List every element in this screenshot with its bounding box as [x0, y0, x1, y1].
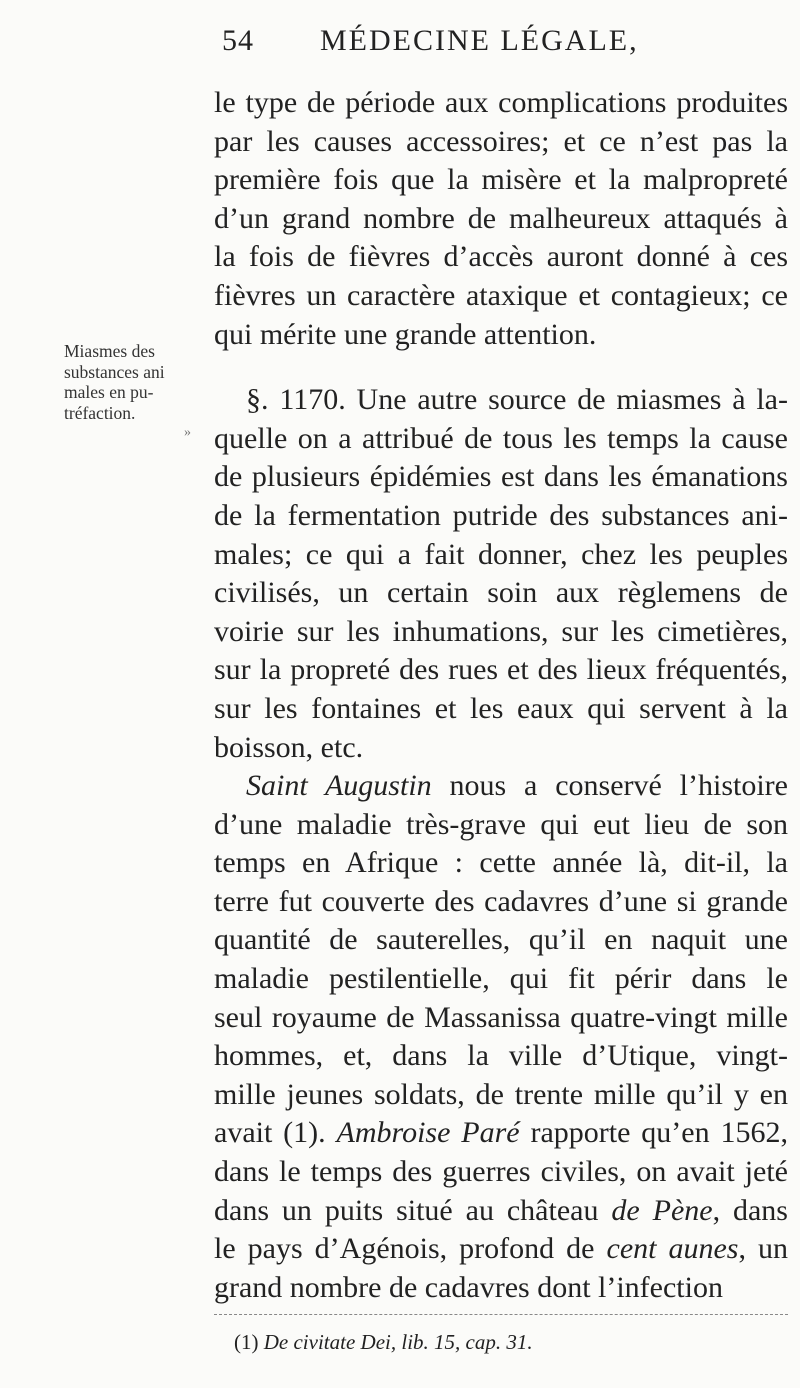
text-line: Saint Augustin nous a conservé l’histoire	[246, 769, 788, 803]
text-line: fièvres un caractère ataxique et contagieux; ce	[214, 278, 788, 312]
text-line: terre fut couverte des cadavres d’une si grande	[214, 884, 788, 918]
italic-name: cent aunes	[606, 1232, 739, 1266]
text-line: sur les fontaines et les eaux qui servent à la	[214, 691, 788, 725]
body-text	[214, 84, 788, 1307]
text-line: dans le temps des guerres civiles, on avait jeté	[214, 1155, 788, 1189]
text-line: quantité de sauterelles, qu’il en naquit une	[214, 923, 788, 957]
text-line: de la fermentation putride des substances ani-	[214, 498, 788, 532]
margin-note-line: males en pu-	[64, 382, 154, 402]
text-line: le pays d’Agénois, profond de cent aunes, un	[214, 1232, 788, 1266]
text-line: civilisés, un certain soin aux règlemens de	[214, 576, 788, 610]
italic-name: de Pène	[611, 1193, 713, 1227]
footnote-marker: (1)	[234, 1330, 259, 1354]
text-line: temps en Afrique : cette année là, dit-il, la	[214, 846, 788, 880]
page-number: 54	[222, 24, 254, 57]
paragraph-gap	[214, 354, 788, 381]
text-line: grand nombre de cadavres dont l’infection	[214, 1270, 723, 1304]
italic-name: Ambroise Paré	[336, 1116, 520, 1150]
margin-note	[64, 341, 174, 423]
margin-note-line: substances ani	[64, 361, 165, 382]
text-line: d’un grand nombre de malheureux attaqués à	[214, 201, 788, 235]
text-line: hommes, et, dans la ville d’Utique, vingt-	[214, 1039, 788, 1073]
text-line: mille jeunes soldats, de trente mille qu’il y en	[214, 1077, 788, 1111]
text-line: première fois que la misère et la malpropreté	[214, 163, 788, 197]
text-line: §. 1170. Une autre source de miasmes à la-	[246, 383, 788, 417]
text-line: voirie sur les inhumations, sur les cimetières,	[214, 614, 788, 648]
italic-name: Saint Augustin	[246, 769, 432, 803]
margin-note-line: tréfaction.	[64, 402, 136, 423]
text-line: qui mérite une grande attention.	[214, 317, 597, 351]
text-line: avait (1). Ambroise Paré rapporte qu’en 1562,	[214, 1116, 788, 1150]
paragraph	[214, 84, 788, 354]
text-line: d’une maladie très-grave qui eut lieu de son	[214, 807, 788, 841]
footnote-rule	[214, 1314, 788, 1315]
paragraph	[214, 767, 788, 1307]
text-line: maladie pestilentielle, qui fit périr dans le	[214, 962, 788, 996]
text-line: dans un puits situé au château de Pène, dans	[214, 1193, 788, 1227]
text-line: le type de période aux complications produites	[214, 86, 788, 119]
footnote	[234, 1330, 533, 1355]
margin-note-line: Miasmes des	[64, 341, 155, 361]
footnote-text: De civitate Dei, lib. 15, cap. 31.	[263, 1330, 533, 1354]
text-line: sur la propreté des rues et des lieux fréquentés,	[214, 653, 788, 687]
margin-mark: »	[184, 425, 191, 440]
text-line: males; ce qui a fait donner, chez les peuples	[214, 537, 788, 571]
paragraph	[214, 381, 788, 767]
text-line: quelle on a attribué de tous les temps la cause	[214, 421, 788, 455]
page-header	[222, 24, 742, 68]
text-line: seul royaume de Massanissa quatre-vingt mille	[214, 1000, 788, 1034]
text-line: la fois de fièvres d’accès auront donné à ces	[214, 240, 788, 274]
text-line: de plusieurs épidémies est dans les émanations	[214, 460, 788, 494]
text-line: par les causes accessoires; et ce n’est pas la	[214, 124, 788, 158]
running-title: MÉDECINE LÉGALE,	[320, 24, 639, 57]
text-line: boisson, etc.	[214, 730, 364, 764]
